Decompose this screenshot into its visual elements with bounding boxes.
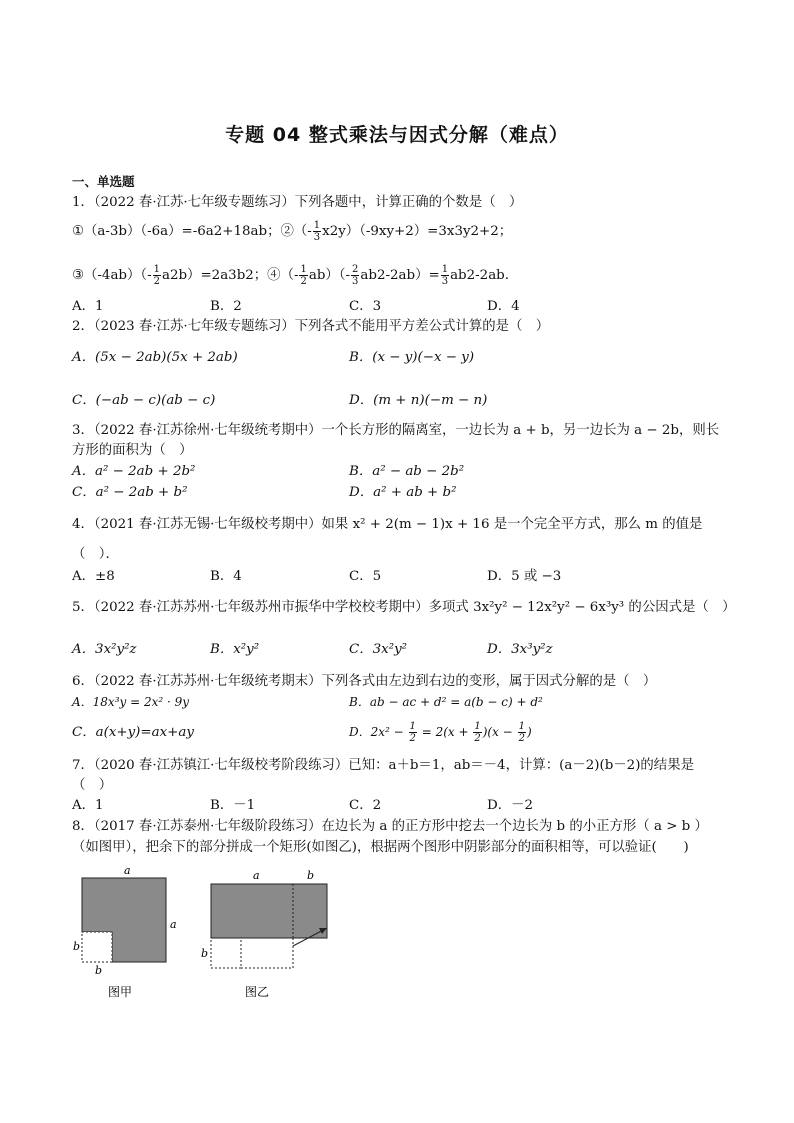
q1-line1 — [72, 220, 512, 243]
q6-option-d: D．2x² − $\frac{1}{2}$ = 2(x + $\frac{1}{2}$ )(x − $\frac{1}{2}$ ) — [349, 721, 532, 744]
q7-stem-line1: 7．（2020 春·江苏镇江·七年级校考阶段练习）已知：a＋b＝1，ab＝－4，计算：(a－2)(b－2)的结果是 — [72, 758, 694, 773]
q8-stem-line1: 8．（2017 春·江苏泰州·七年级阶段练习）在边长为 a 的正方形中挖去一个边长为 b 的小正方形（ a > b ） — [72, 819, 708, 834]
q1-option-d: D．4 — [487, 299, 520, 314]
q1-option-c: C．3 — [349, 299, 382, 314]
q5-option-d: D．3x³y²z — [487, 642, 553, 657]
label-b-top: b — [307, 869, 315, 882]
q5-option-b: B．x²y² — [210, 642, 260, 657]
q4-option-b: B．4 — [210, 569, 242, 584]
shaded-rectangle — [211, 884, 327, 938]
q6-stem: 6．（2022 春·江苏苏州·七年级统考期末）下列各式由左边到右边的变形，属于因式分解的是（ ） — [72, 674, 657, 689]
q1-line2-e: ab2-2ab． — [450, 268, 519, 283]
section-heading: 一、单选题 — [72, 174, 135, 189]
q5-stem: 5．（2022 春·江苏苏州·七年级苏州市振华中学校校考期中）多项式 3x²y² − 12x²y² − 6x³y³ 的公因式是（ ） — [72, 600, 736, 615]
fraction: $\frac{1}{2}$ — [300, 264, 307, 287]
label-b-left: b — [201, 947, 209, 960]
q2-option-d: D．(m + n)(−m − n) — [349, 393, 488, 408]
q7-option-a: A．1 — [72, 798, 104, 813]
fraction: $\frac{1}{2}$ — [474, 721, 481, 744]
q1-line2-d: ab2-2ab）= — [360, 268, 440, 283]
q4-option-a: A．±8 — [72, 569, 115, 584]
q4-stem-line1: 4．（2021 春·江苏无锡·七年级校考期中）如果 x² + 2(m − 1)x + 16 是一个完全平方式，那么 m 的值是 — [72, 517, 703, 532]
q7-option-c: C．2 — [349, 798, 382, 813]
removed-square — [82, 932, 112, 962]
q1-line2-a: ③（-4ab）（- — [72, 268, 152, 283]
q3-option-d: D．a² + ab + b² — [349, 485, 457, 500]
q3-stem-line2: 方形的面积为（ ） — [72, 443, 193, 458]
q1-option-b: B．2 — [210, 299, 242, 314]
fraction: $\frac{1}{2}$ — [153, 264, 160, 287]
q3-option-c: C．a² − 2ab + b² — [72, 485, 188, 500]
q7-stem-line2: （ ） — [72, 778, 113, 793]
q1-stem: 1．（2022 春·江苏·七年级专题练习）下列各题中，计算正确的个数是（ ） — [72, 195, 523, 210]
figure-caption: 图甲 — [108, 985, 133, 999]
label-b-left: b — [73, 940, 81, 953]
q2-option-c: C．(−ab − c)(ab − c) — [72, 393, 216, 408]
label-b-bottom: b — [95, 964, 103, 977]
q1-option-a: A．1 — [72, 299, 104, 314]
fraction: $\frac{1}{2}$ — [409, 721, 416, 744]
moved-strip — [241, 938, 293, 968]
q2-option-a: A．(5x − 2ab)(5x + 2ab) — [72, 350, 238, 365]
q4-option-c: C．5 — [349, 569, 382, 584]
label-a-top: a — [253, 869, 260, 882]
figure-jia — [60, 862, 190, 1002]
page-title: 专题 04 整式乘法与因式分解（难点） — [225, 124, 569, 146]
small-square — [211, 938, 241, 968]
q3-stem-line1: 3．（2022 春·江苏徐州·七年级统考期中）一个长方形的隔离室，一边长为 a + b，另一边长为 a − 2b，则长 — [72, 423, 720, 438]
q1-line2-b: a2b）=2a3b2；④（- — [161, 268, 299, 283]
label-a-top: a — [124, 864, 131, 877]
q6-option-b: B．ab − ac + d² = a(b − c) + d² — [349, 695, 543, 709]
q1-line2-c: ab）（- — [308, 268, 351, 283]
q6-option-a: A．18x³y = 2x² · 9y — [72, 695, 190, 709]
q5-option-c: C．3x²y² — [349, 642, 408, 657]
q8-stem-line2: （如图甲），把余下的部分拼成一个矩形(如图乙)，根据两个图形中阴影部分的面积相等，可以验证( ) — [72, 840, 689, 855]
q4-stem-line2: （ ）． — [72, 547, 119, 562]
q1-line1-a: ①（a-3b）（-6a）=-6a2+18ab；②（- — [72, 224, 312, 239]
fraction: $\frac{2}{3}$ — [352, 264, 359, 287]
q7-option-b: B．－1 — [210, 798, 256, 813]
q2-option-b: B．(x − y)(−x − y) — [349, 350, 475, 365]
q6-option-c: C．a(x+y)=ax+ay — [72, 725, 194, 740]
q4-option-d: D．5 或 −3 — [487, 569, 562, 584]
fraction: $\frac{1}{2}$ — [518, 721, 525, 744]
q3-option-b: B．a² − ab − 2b² — [349, 464, 465, 479]
q7-option-d: D．－2 — [487, 798, 534, 813]
fraction: $\frac{1}{3}$ — [313, 220, 321, 243]
q5-option-a: A．3x²y²z — [72, 642, 137, 657]
q3-option-a: A．a² − 2ab + 2b² — [72, 464, 196, 479]
figure-caption: 图乙 — [245, 985, 270, 999]
q2-stem: 2．（2023 春·江苏·七年级专题练习）下列各式不能用平方差公式计算的是（ ） — [72, 319, 550, 334]
label-a-right: a — [170, 918, 177, 931]
q1-line2 — [72, 264, 518, 287]
fraction: $\frac{1}{3}$ — [441, 264, 449, 287]
figure-yi — [195, 862, 345, 1002]
q1-line1-b: x2y）（-9xy+2）=3x3y2+2； — [322, 224, 513, 239]
